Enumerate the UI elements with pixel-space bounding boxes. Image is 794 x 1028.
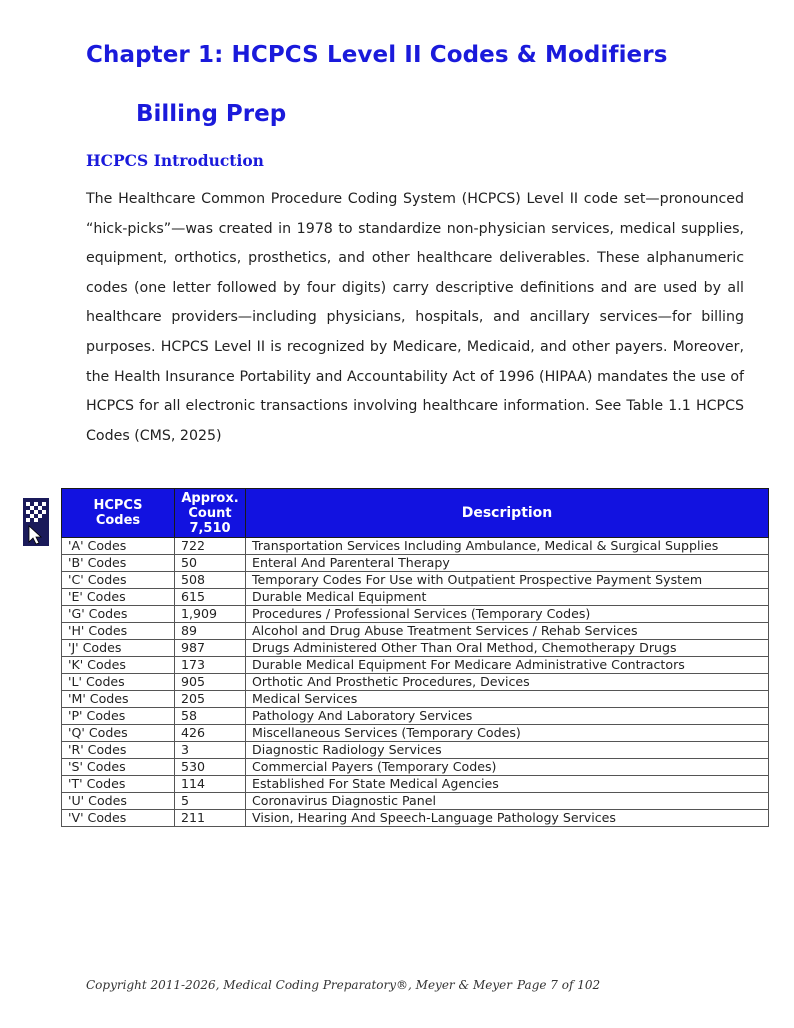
header-approx-count: [175, 489, 246, 538]
header-code-line2: Codes: [95, 513, 141, 528]
header-hcpcs-codes: [62, 489, 175, 538]
footer-copyright: Copyright 2011-2026, Medical Coding Preparatory®, Meyer & Meyer: [86, 978, 512, 992]
table-row: [62, 589, 769, 606]
table-row: [62, 725, 769, 742]
table-row: [62, 538, 769, 555]
code-cell: 'B' Codes: [62, 555, 175, 572]
code-cell: 'E' Codes: [62, 589, 175, 606]
code-cell: 'A' Codes: [62, 538, 175, 555]
table-row: [62, 555, 769, 572]
code-cell: 'K' Codes: [62, 657, 175, 674]
code-cell: 'T' Codes: [62, 776, 175, 793]
count-cell: 173: [175, 657, 246, 674]
table-row: [62, 708, 769, 725]
description-cell: Drugs Administered Other Than Oral Method, Chemotherapy Drugs: [246, 640, 769, 657]
count-cell: 722: [175, 538, 246, 555]
description-cell: Pathology And Laboratory Services: [246, 708, 769, 725]
count-cell: 508: [175, 572, 246, 589]
code-cell: 'C' Codes: [62, 572, 175, 589]
description-cell: Established For State Medical Agencies: [246, 776, 769, 793]
description-cell: Medical Services: [246, 691, 769, 708]
code-cell: 'S' Codes: [62, 759, 175, 776]
count-cell: 50: [175, 555, 246, 572]
count-cell: 89: [175, 623, 246, 640]
description-cell: Miscellaneous Services (Temporary Codes): [246, 725, 769, 742]
count-cell: 211: [175, 810, 246, 827]
description-cell: Durable Medical Equipment For Medicare Administrative Contractors: [246, 657, 769, 674]
table-row: [62, 793, 769, 810]
description-cell: Transportation Services Including Ambulance, Medical & Surgical Supplies: [246, 538, 769, 555]
header-code-line1: HCPCS: [93, 498, 143, 513]
description-cell: Temporary Codes For Use with Outpatient Prospective Payment System: [246, 572, 769, 589]
header-description: Description: [246, 489, 769, 538]
description-cell: Diagnostic Radiology Services: [246, 742, 769, 759]
table-row: [62, 640, 769, 657]
header-count-total: 7,510: [189, 520, 231, 536]
table-header-row: [62, 489, 769, 538]
code-cell: 'J' Codes: [62, 640, 175, 657]
code-cell: 'G' Codes: [62, 606, 175, 623]
count-cell: 58: [175, 708, 246, 725]
table-body: [62, 538, 769, 827]
header-count-line2: Count: [188, 505, 232, 521]
description-cell: Procedures / Professional Services (Temporary Codes): [246, 606, 769, 623]
page-number: Page 7 of 102: [517, 978, 601, 992]
description-cell: Vision, Hearing And Speech-Language Pathology Services: [246, 810, 769, 827]
description-cell: Orthotic And Prosthetic Procedures, Devices: [246, 674, 769, 691]
section-title: Billing Prep: [136, 101, 287, 127]
table-row: [62, 572, 769, 589]
header-count-line1: Approx.: [181, 490, 239, 506]
count-cell: 1,909: [175, 606, 246, 623]
chapter-title: Chapter 1: HCPCS Level II Codes & Modifiers: [86, 42, 668, 68]
table-row: [62, 691, 769, 708]
count-cell: 905: [175, 674, 246, 691]
table-row: [62, 810, 769, 827]
table-row: [62, 674, 769, 691]
code-cell: 'H' Codes: [62, 623, 175, 640]
subsection-title: HCPCS Introduction: [86, 151, 264, 170]
description-cell: Commercial Payers (Temporary Codes): [246, 759, 769, 776]
description-cell: Enteral And Parenteral Therapy: [246, 555, 769, 572]
code-cell: 'Q' Codes: [62, 725, 175, 742]
description-cell: Coronavirus Diagnostic Panel: [246, 793, 769, 810]
table-row: [62, 776, 769, 793]
table-row: [62, 657, 769, 674]
code-cell: 'R' Codes: [62, 742, 175, 759]
description-cell: Alcohol and Drug Abuse Treatment Services / Rehab Services: [246, 623, 769, 640]
count-cell: 987: [175, 640, 246, 657]
code-cell: 'M' Codes: [62, 691, 175, 708]
table-row: [62, 742, 769, 759]
description-cell: Durable Medical Equipment: [246, 589, 769, 606]
count-cell: 530: [175, 759, 246, 776]
count-cell: 426: [175, 725, 246, 742]
count-cell: 615: [175, 589, 246, 606]
code-cell: 'U' Codes: [62, 793, 175, 810]
count-cell: 3: [175, 742, 246, 759]
code-cell: 'P' Codes: [62, 708, 175, 725]
intro-paragraph: The Healthcare Common Procedure Coding System (HCPCS) Level II code set—pronounced “hick-picks”—was created in 1978 to standardize non-physician services, medical supplies, equipment, orthotics, prosthetics, and other healthcare deliverables. These alphanumeric codes (one letter followed by four digits) carry descriptive definitions and are used by all healthcare providers—including physicians, hospitals, and ancillary services—for billing purposes. HCPCS Level II is recognized by Medicare, Medicaid, and other payers. Moreover, the Health Insurance Portability and Accountability Act of 1996 (HIPAA) mandates the use of HCPCS for all electronic transactions involving healthcare information. See Table 1.1 HCPCS Codes (CMS, 2025): [86, 191, 744, 444]
count-cell: 114: [175, 776, 246, 793]
code-cell: 'L' Codes: [62, 674, 175, 691]
table-row: [62, 606, 769, 623]
table-row: [62, 759, 769, 776]
count-cell: 5: [175, 793, 246, 810]
table-row: [62, 623, 769, 640]
checkered-flag-cursor-icon: [23, 498, 49, 546]
count-cell: 205: [175, 691, 246, 708]
code-cell: 'V' Codes: [62, 810, 175, 827]
hcpcs-codes-table: [61, 488, 769, 827]
